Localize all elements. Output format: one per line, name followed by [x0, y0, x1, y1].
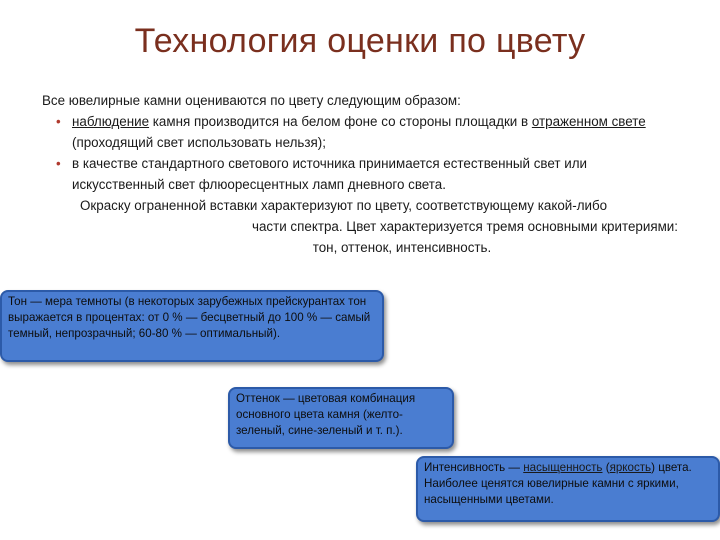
tone-text: Тон — мера темноты (в некоторых зарубежных прейскурантах тон выражается в процентах: от 0 % — бесцветный до 100 % — самый темный, непрозрачный; 60-80 % — оптимальный).: [8, 295, 371, 340]
shade-text: Оттенок — цветовая комбинация основного цвета камня (желто-зеленый, сине-зеленый и т. п.).: [236, 392, 416, 437]
intro-text: [42, 90, 682, 258]
bullet-dot: •: [56, 114, 61, 129]
bullet2-text: в качестве стандартного светового источника принимается естественный свет или искусственный свет флюоресцентных ламп дневного света.: [72, 156, 588, 192]
page-title: Технология оценки по цвету: [134, 22, 586, 60]
link-observation[interactable]: наблюдение: [72, 114, 150, 129]
shade-box: [228, 387, 454, 449]
paragraph-line-2: части спектра. Цвет характеризуется тремя основными критериями:: [251, 219, 678, 234]
bullet-light-source: [56, 153, 682, 195]
intensity-text-3: ) цвета. Наиболее ценятся ювелирные камни с яркими, насыщенными цветами.: [424, 461, 692, 506]
intro-lead: Все ювелирные камни оцениваются по цвету следующим образом:: [42, 93, 461, 108]
bullet1-text: камня производится на белом фоне со стороны площадки в: [149, 114, 532, 129]
intensity-text-2: (: [602, 461, 610, 474]
link-brightness[interactable]: яркость: [609, 461, 652, 474]
intensity-box: [416, 456, 720, 522]
bullet-dot: •: [56, 156, 61, 171]
bullet-observation: [56, 111, 682, 153]
link-reflected-light[interactable]: отраженном свете: [531, 114, 646, 129]
bullet1-text-end: (проходящий свет использовать нельзя);: [72, 135, 326, 150]
paragraph-line-3: тон, оттенок, интенсивность.: [312, 240, 492, 255]
intensity-text: Интенсивность —: [424, 461, 524, 474]
link-saturation[interactable]: насыщенность: [523, 461, 603, 474]
paragraph-line-1: Окраску ограненной вставки характеризуют по цвету, соответствующему какой-либо: [80, 198, 608, 213]
tone-box: [0, 290, 384, 362]
